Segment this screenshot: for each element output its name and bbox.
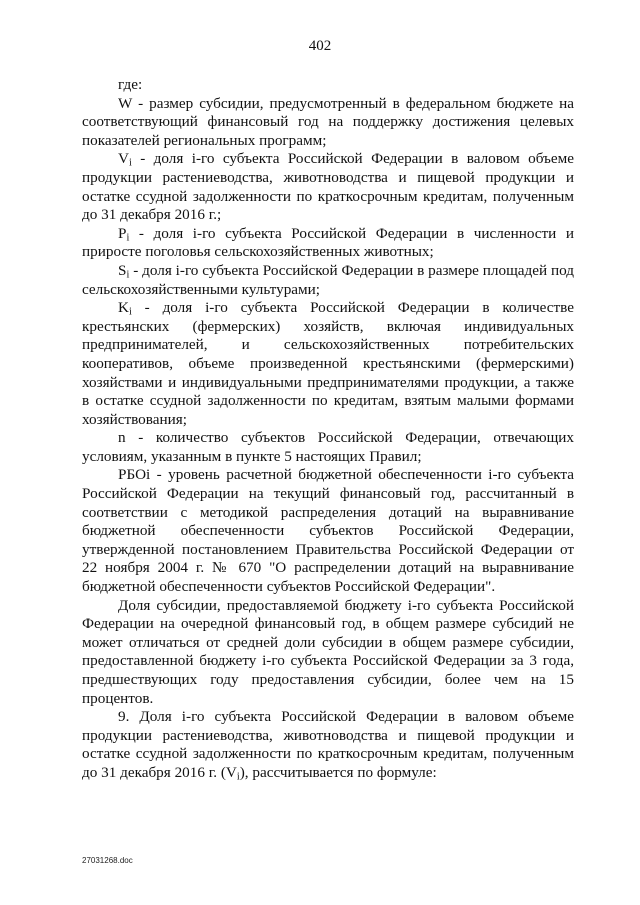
v-symbol: V (118, 150, 129, 168)
item9-text-before: 9. Доля i-го субъекта Российской Федерации в валовом объеме продукции растениеводства, животноводства и пищевой продукции и остатке ссудной задолженности по краткосрочным кредитам, полученным до 31 декабря 2016 г. (V (82, 708, 574, 781)
paragraph-n-definition: n - количество субъектов Российской Федерации, отвечающих условиям, указанным в пункте 5 настоящих Правил; (82, 429, 574, 465)
item9-subscript: i (236, 771, 240, 783)
paragraph-w-definition: W - размер субсидии, предусмотренный в федеральном бюджете на соответствующий финансовый год на поддержку достижения целевых показателей региональных программ; (82, 94, 574, 149)
p-subscript: i (126, 232, 130, 244)
paragraph-rbo-definition: РБОi - уровень расчетной бюджетной обеспеченности i-го субъекта Российской Федерации на текущий финансовый год, рассчитанный в соответствии с методикой распределения дотаций на выравнивание бюджетной обеспеченности субъектов Российской Федерации, утвержденной постановлением Правительства Российской Федерации от 22 ноября 2004 г. № 670 "О распределении дотаций на выравнивание бюджетной обеспеченности субъектов Российской Федерации". (82, 466, 574, 596)
s-text: - доля i-го субъекта Российской Федерации в размере площадей под сельскохозяйственными культурами; (82, 261, 574, 298)
paragraph-item-9 (82, 708, 574, 782)
v-text: - доля i-го субъекта Российской Федерации в валовом объеме продукции растениеводства, животноводства и пищевой продукции и остатке ссудной задолженности по краткосрочным кредитам, полученным до 31 декабря 2016 г.; (82, 150, 574, 224)
paragraph-subsidy-share: Доля субсидии, предоставляемой бюджету i-го субъекта Российской Федерации на очередной финансовый год, в общем размере субсидий не может отличаться от средней доли субсидии в общем размере субсидии, предоставленной бюджету i-го субъекта Российской Федерации за 3 года, предшествующих году предоставления субсидии, более чем на 15 процентов. (82, 596, 574, 707)
s-subscript: i (126, 269, 130, 281)
p-symbol: P (118, 224, 127, 242)
paragraph-p-definition (82, 225, 574, 262)
paragraph-s-definition (82, 262, 574, 299)
paragraph-v-definition (82, 150, 574, 224)
item9-text-after: ), рассчитывается по формуле: (239, 763, 437, 781)
k-line-1-text: - доля i-го субъекта Российской Федерации в количестве (131, 299, 574, 317)
k-rest: кооперативов, объеме произведенной крестьянскими (фермерскими) хозяйствами и индивидуальными предпринимателями продукции, а также в остатке ссудной задолженности по кредитам, взятым малыми формами хозяйствования; (82, 354, 574, 428)
p-text: - доля i-го субъекта Российской Федерации в численности и приросте поголовья сельскохозяйственных животных; (82, 224, 574, 261)
v-subscript: i (128, 157, 132, 169)
k-line-3: предпринимателей, и сельскохозяйственных потребительских (82, 336, 574, 354)
paragraph-k-definition (82, 299, 574, 429)
page-number: 402 (308, 38, 332, 54)
k-subscript: i (128, 306, 132, 318)
paragraph-where: где: (118, 76, 143, 93)
k-line-1 (82, 299, 574, 318)
document-body (82, 76, 574, 783)
k-line-2: крестьянских (фермерских) хозяйств, включая индивидуальных (82, 317, 574, 335)
k-symbol: K (118, 299, 129, 317)
footer-filename: 27031268.doc (82, 856, 133, 865)
s-symbol: S (118, 261, 127, 279)
